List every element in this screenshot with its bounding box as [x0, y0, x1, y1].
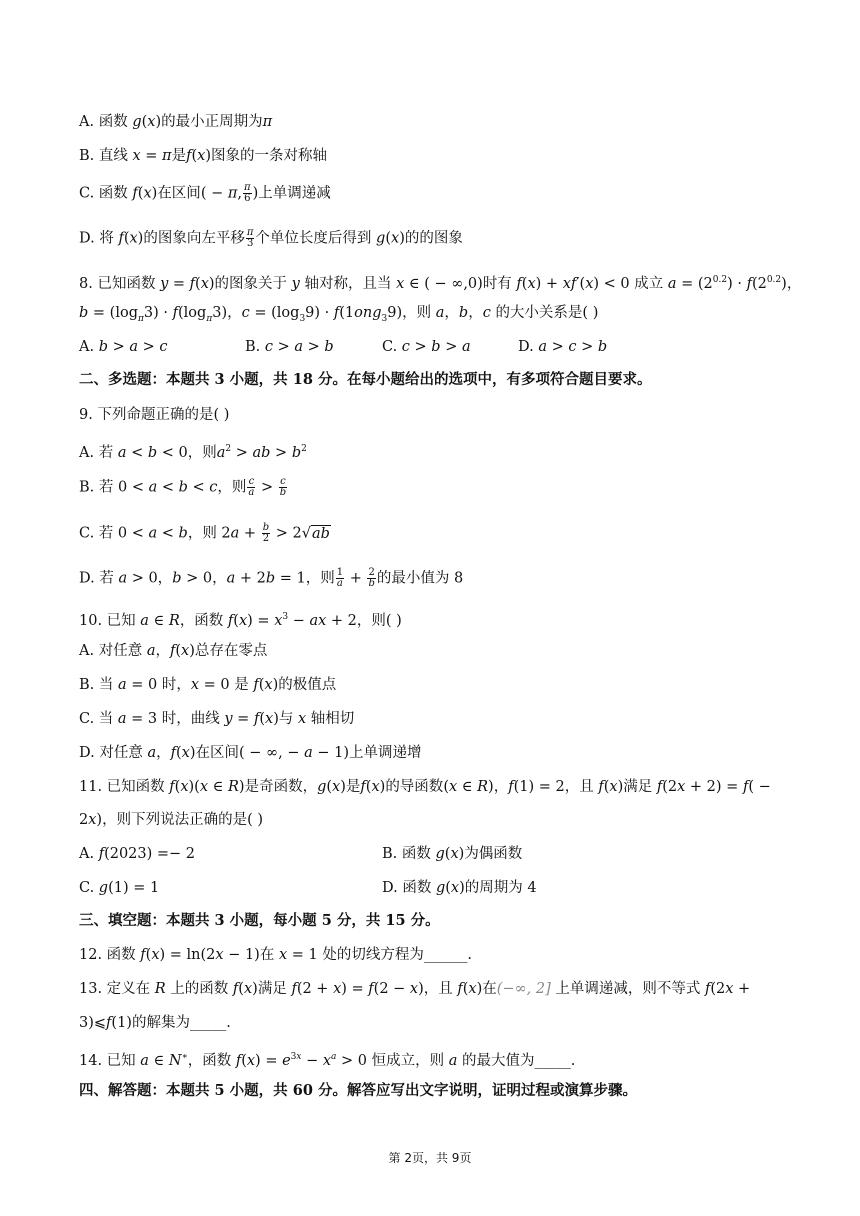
- section-heading-fill-in: 三、填空题：本题共 3 小题，每小题 5 分，共 15 分。: [79, 912, 440, 929]
- q9-stem: 9. 下列命题正确的是( ): [79, 407, 230, 423]
- q8-option-b: B. c > a > b: [245, 339, 334, 355]
- q10-option-d: D. 对任意 a，f(x)在区间( − ∞, − a − 1)上单调递增: [79, 745, 422, 761]
- q13-stem-line2: 3)⩽f(1)的解集为_____.: [79, 1015, 231, 1031]
- section-heading-solutions: 四、解答题：本题共 5 小题，共 60 分。解答应写出文字说明，证明过程或演算步骤。: [79, 1082, 637, 1099]
- q8-option-a: A. b > a > c: [79, 339, 168, 355]
- q12-stem: 12. 函数 f(x) = ln(2x − 1)在 x = 1 处的切线方程为______.: [79, 947, 472, 963]
- q8-option-d: D. a > c > b: [518, 339, 608, 355]
- q8-stem-line2: $b = (\log_\pi 3) \cdot f(\log_\pi 3)$，$c = (\log_39) \cdot f(1ong_39)$，则 a，b，c 的大小关系是( ): [79, 305, 599, 324]
- q8-stem: 8. 已知函数 y = f(x)的图象关于 y 轴对称，且当 x ∈ ( − ∞,0)时有 f(x) + xf′(x) < 0 成立 $a = (2^{0.2}) \cdot f(2^{0.2})$，: [79, 275, 802, 292]
- q11-option-a: A. f(2023) =− 2: [79, 846, 196, 862]
- q10-option-a: A. 对任意 a，f(x)总存在零点: [79, 643, 268, 659]
- q14-stem: 14. 已知 a ∈ N∗，函数 $f(x) = e^{3x} - x^a > 0$ 恒成立，则 a 的最大值为_____.: [79, 1052, 576, 1069]
- q7-option-b: B. 直线 x = π是f(x)图象的一条对称轴: [79, 148, 327, 164]
- page-footer: 第 2页，共 9页: [388, 1151, 472, 1165]
- q7-option-d: D. 将 f(x)的图象向左平移 $\frac{\pi}{3}$ 个单位长度后得到 g(x)的的图象: [79, 227, 463, 249]
- q7-option-a: A. 函数 g(x)的最小正周期为π: [79, 114, 273, 130]
- q11-stem: 11. 已知函数 f(x)(x ∈ R)是奇函数，g(x)是f(x)的导函数(x ∈ R)，f(1) = 2，且 f(x)满足 f(2x + 2) = f( −: [79, 779, 771, 795]
- q11-stem-line2: 2x)，则下列说法正确的是( ): [79, 812, 264, 828]
- q9-option-c: C. 若 0 < a < b，则 2a + $\frac{b}{2}$ > 2√ab: [79, 522, 330, 544]
- q10-stem: 10. 已知 a ∈ R，函数 $f(x) = x^3$ − ax + 2，则( ): [79, 612, 402, 629]
- q11-option-c: C. g(1) = 1: [79, 880, 160, 896]
- q11-option-d: D. 函数 g(x)的周期为 4: [382, 880, 537, 896]
- q7-option-c: C. 函数 f(x)在区间( − π, $\frac{\pi}{6}$ )上单调递减: [79, 182, 331, 204]
- q9-option-d: D. 若 a > 0，b > 0，a + 2b = 1，则 $\frac{1}{a}$ + $\frac{2}{b}$ 的最小值为 8: [79, 567, 464, 589]
- q10-option-c: C. 当 a = 3 时，曲线 y = f(x)与 x 轴相切: [79, 711, 355, 727]
- q13-stem: 13. 定义在 R 上的函数 f(x)满足 f(2 + x) = f(2 − x)，且 f(x)在(−∞, 2] 上单调递减，则不等式 f(2x +: [79, 981, 751, 997]
- q11-option-b: B. 函数 g(x)为偶函数: [382, 846, 523, 862]
- section-heading-multiple-choice: 二、多选题：本题共 3 小题，共 18 分。在每小题给出的选项中，有多项符合题目要求。: [79, 371, 652, 388]
- q8-option-c: C. c > b > a: [382, 339, 471, 355]
- q9-option-a: A. 若 a < b < 0，则$a^2$ > ab > $b^2$: [79, 444, 307, 461]
- q9-option-b: B. 若 0 < a < b < c，则 $\frac{c}{a}$ > $\frac{c}{b}$: [79, 476, 287, 498]
- q10-option-b: B. 当 a = 0 时，x = 0 是 f(x)的极值点: [79, 677, 337, 693]
